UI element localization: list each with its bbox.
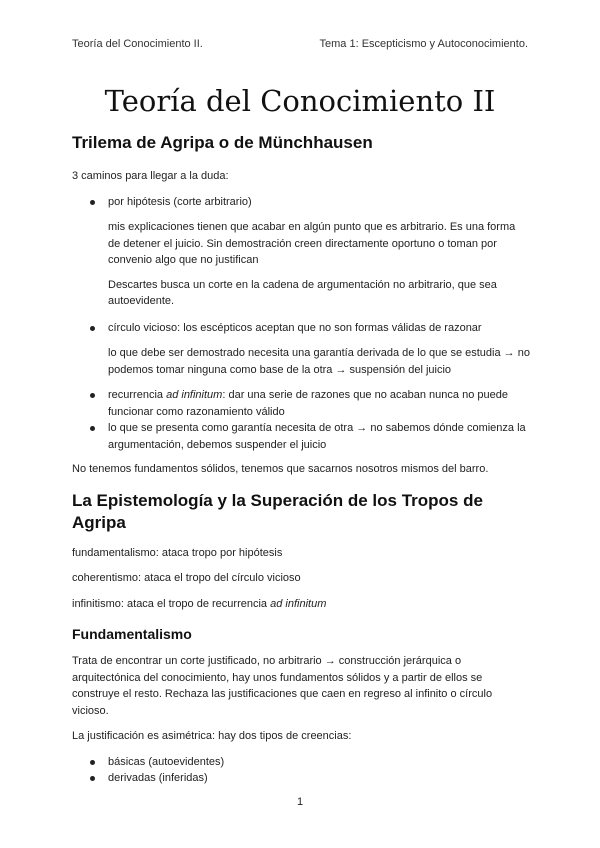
- paragraph-hipotesis-explanation: mis explicaciones tienen que acabar en algún punto que es arbitrario. Es una forma de detener el juicio. Sin demostración creen directamente oportuno o toman por convenio algo que no justifican: [108, 221, 516, 266]
- header-right: Tema 1: Escepticismo y Autoconocimiento.: [319, 38, 528, 50]
- recurrencia-text: : dar una serie de razones que no acaban nunca no puede funcionar como razonamiento válido: [108, 389, 508, 418]
- recurrencia-emphasis: ad infinitum: [166, 389, 223, 401]
- running-header: [72, 38, 528, 50]
- paragraph-justificacion: La justificación es asimétrica: hay dos tipos de creencias:: [72, 730, 352, 742]
- paragraph-intro: 3 caminos para llegar a la duda:: [72, 170, 229, 182]
- list-item-basicas: básicas (autoevidentes): [72, 754, 530, 771]
- recurrencia-label: recurrencia: [108, 389, 167, 401]
- document-body: [72, 132, 530, 787]
- paragraph-closing: No tenemos fundamentos sólidos, tenemos que sacarnos nosotros mismos del barro.: [72, 463, 489, 475]
- page-number: 1: [296, 796, 304, 808]
- section-heading-epistemologia: La Epistemología y la Superación de los Tropos de Agripa: [72, 490, 483, 532]
- infinitismo-emphasis: ad infinitum: [270, 597, 327, 610]
- list-item-garantia: lo que se presenta como garantía necesita de otra → no sabemos dónde comienza la argumentación, debemos suspender el juicio: [72, 420, 530, 453]
- header-left: Teoría del Conocimiento II.: [72, 38, 203, 50]
- paragraph-descartes: Descartes busca un corte en la cadena de argumentación no arbitrario, que sea autoevidente.: [108, 278, 497, 307]
- line-coherentismo: coherentismo: ataca el tropo del círculo vicioso: [72, 572, 301, 584]
- paragraph-circulo-explanation: lo que debe ser demostrado necesita una garantía derivada de lo que se estudia → no podemos tomar ninguna como base de la otra → suspensión del juicio: [108, 347, 530, 376]
- infinitismo-text: infinitismo: ataca el tropo de recurrencia: [72, 597, 271, 610]
- list-item-derivadas: derivadas (inferidas): [72, 770, 530, 787]
- section-heading-fundamentalismo: Fundamentalismo: [72, 626, 192, 642]
- line-fundamentalismo: fundamentalismo: ataca tropo por hipótesis: [72, 546, 283, 559]
- list-item-recurrencia: [72, 387, 530, 420]
- document-title: Teoría del Conocimiento II: [104, 84, 496, 118]
- list-item-circulo-vicioso: círculo vicioso: los escépticos aceptan que no son formas válidas de razonar: [72, 320, 530, 337]
- paragraph-fundamentalismo: Trata de encontrar un corte justificado, no arbitrario → construcción jerárquica o arquitectónica del conocimiento, hay unos fundamentos sólidos y a partir de ellos se construye el resto. Rechaza las justificaciones que caen en regreso al infinito o círculo vicioso.: [72, 655, 493, 717]
- line-infinitismo: [72, 596, 530, 613]
- list-item-hipotesis: por hipótesis (corte arbitrario): [72, 194, 530, 211]
- section-heading-trilema: Trilema de Agripa o de Münchhausen: [72, 133, 373, 152]
